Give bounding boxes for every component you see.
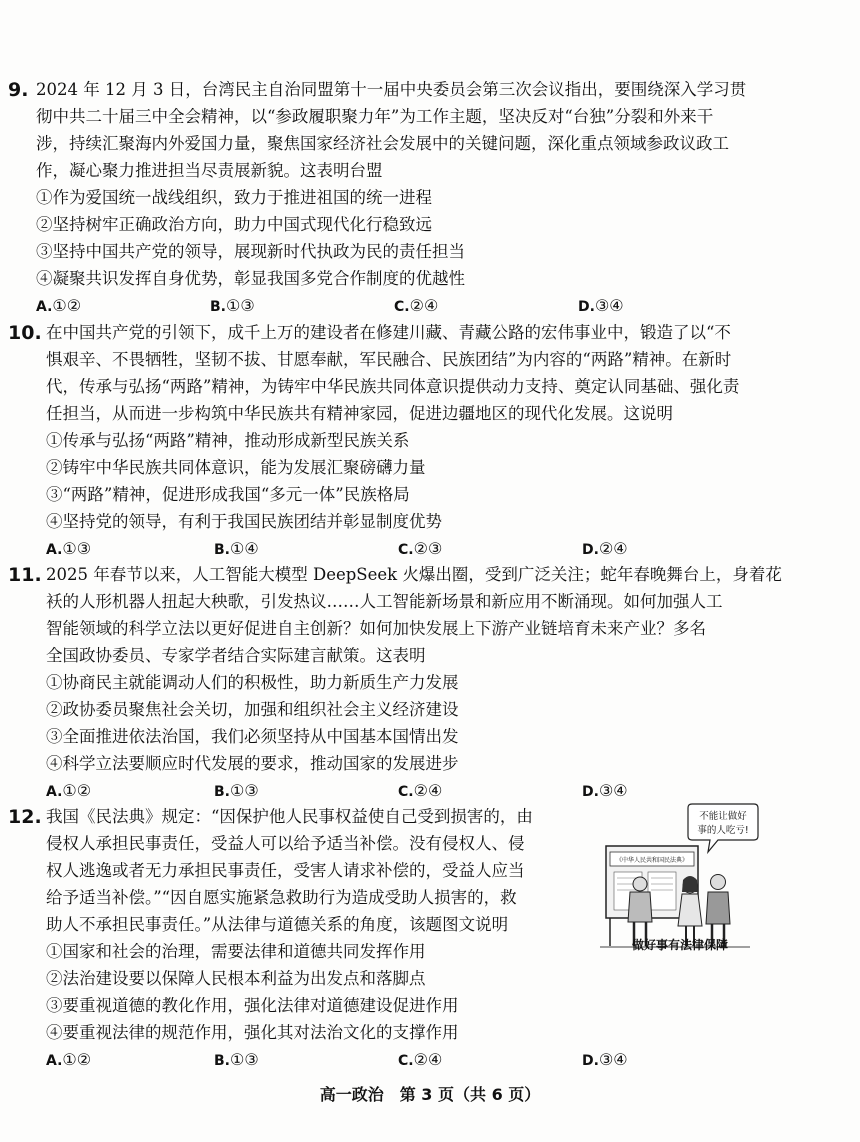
answer-choice-a[interactable]: A.①③ bbox=[46, 539, 92, 558]
statement-option: ④凝聚共识发挥自身优势，彰显我国多党合作制度的优越性 bbox=[36, 269, 465, 288]
statement-option: ③坚持中国共产党的领导，展现新时代执政为民的责任担当 bbox=[36, 242, 465, 261]
question-number: 9. bbox=[8, 79, 29, 101]
question-text-line: 惧艰辛、不畏牺牲，坚韧不拔、甘愿奉献，军民融合、民族团结”为内容的“两路”精神。在新时 bbox=[46, 350, 732, 369]
statement-option: ③“两路”精神，促进形成我国“多元一体”民族格局 bbox=[46, 485, 410, 504]
question-text-line: 任担当，从而进一步构筑中华民族共有精神家园，促进边疆地区的现代化发展。这说明 bbox=[46, 404, 673, 423]
question-text-line: 作，凝心聚力推进担当尽责展新貌。这表明台盟 bbox=[36, 161, 383, 180]
question-text-line: 助人不承担民事责任。”从法律与道德关系的角度，该题图文说明 bbox=[46, 915, 509, 934]
statement-option: ②铸牢中华民族共同体意识，能为发展汇聚磅礴力量 bbox=[46, 458, 426, 477]
question-text-line: 在中国共产党的引领下，成千上万的建设者在修建川藏、青藏公路的宏伟事业中，锻造了以“不 bbox=[46, 323, 731, 342]
question-text-line: 智能领域的科学立法以更好促进自主创新？如何加快发展上下游产业链培育未来产业？多名 bbox=[46, 619, 706, 638]
cartoon-caption: 做好事有法律保障 bbox=[631, 938, 728, 952]
statement-option: ②政协委员聚焦社会关切，加强和组织社会主义经济建设 bbox=[46, 700, 459, 719]
question-text-line: 我国《民法典》规定：“因保护他人民事权益使自己受到损害的，由 bbox=[46, 807, 533, 826]
question-text-line: 2024 年 12 月 3 日，台湾民主自治同盟第十一届中央委员会第三次会议指出，要围绕深入学习贯 bbox=[36, 80, 747, 99]
statement-option: ④要重视法律的规范作用，强化其对法治文化的支撑作用 bbox=[46, 1023, 459, 1042]
question-text-line: 侵权人承担民事责任，受益人可以给予适当补偿。没有侵权人、侵 bbox=[46, 834, 525, 853]
answer-choice-b[interactable]: B.①③ bbox=[214, 1050, 259, 1069]
statement-option: ④科学立法要顺应时代发展的要求，推动国家的发展进步 bbox=[46, 754, 459, 773]
answer-choice-a[interactable]: A.①② bbox=[46, 1050, 92, 1069]
answer-choice-a[interactable]: A.①② bbox=[46, 781, 92, 800]
question-text-line: 给予适当补偿。”“因自愿实施紧急救助行为造成受助人损害的，救 bbox=[46, 888, 517, 907]
question-text-line: 袄的人形机器人扭起大秧歌，引发热议……人工智能新场景和新应用不断涌现。如何加强人工 bbox=[46, 592, 723, 611]
answer-choice-c[interactable]: C.②③ bbox=[398, 539, 443, 558]
question-number: 10. bbox=[8, 322, 42, 344]
board-title: 《中华人民共和国民法典》 bbox=[615, 857, 689, 864]
answer-choice-b[interactable]: B.①④ bbox=[214, 539, 259, 558]
question-text-line: 彻中共二十届三中全会精神，以“参政履职聚力年”为工作主题，坚决反对“台独”分裂和外来干 bbox=[36, 107, 714, 126]
statement-option: ①协商民主就能调动人们的积极性，助力新质生产力发展 bbox=[46, 673, 459, 692]
statement-option: ①传承与弘扬“两路”精神，推动形成新型民族关系 bbox=[46, 431, 410, 450]
question-text-line: 2025 年春节以来，人工智能大模型 DeepSeek 火爆出圈，受到广泛关注；蛇年春晚舞台上，身着花 bbox=[46, 565, 782, 584]
page-footer: 高一政治 第 3 页（共 6 页） bbox=[319, 1085, 541, 1104]
question-text-line: 全国政协委员、专家学者结合实际建言献策。这表明 bbox=[46, 646, 426, 665]
statement-option: ②法治建设要以保障人民根本利益为出发点和落脚点 bbox=[46, 969, 426, 988]
statement-option: ①作为爱国统一战线组织，致力于推进祖国的统一进程 bbox=[36, 188, 432, 207]
answer-choice-d[interactable]: D.②④ bbox=[582, 539, 628, 558]
answer-choice-d[interactable]: D.③④ bbox=[582, 781, 628, 800]
answer-choice-d[interactable]: D.③④ bbox=[578, 296, 624, 315]
speech-text: 事的人吃亏! bbox=[697, 825, 749, 836]
question-number: 11. bbox=[8, 564, 42, 586]
statement-option: ②坚持树牢正确政治方向，助力中国式现代化行稳致远 bbox=[36, 215, 432, 234]
answer-choice-a[interactable]: A.①② bbox=[36, 296, 82, 315]
question-text-line: 涉，持续汇聚海内外爱国力量，聚焦国家经济社会发展中的关键问题，深化重点领域参政议政工 bbox=[36, 134, 729, 153]
statement-option: ③要重视道德的教化作用，强化法律对道德建设促进作用 bbox=[46, 996, 459, 1015]
statement-option: ③全面推进依法治国，我们必须坚持从中国基本国情出发 bbox=[46, 727, 459, 746]
answer-choice-d[interactable]: D.③④ bbox=[582, 1050, 628, 1069]
question-text-line: 代，传承与弘扬“两路”精神，为铸牢中华民族共同体意识提供动力支持、奠定认同基础、强化责 bbox=[46, 377, 740, 396]
question-text-line: 权人逃逸或者无力承担民事责任，受害人请求补偿的，受益人应当 bbox=[46, 861, 525, 880]
answer-choice-b[interactable]: B.①③ bbox=[214, 781, 259, 800]
answer-choice-b[interactable]: B.①③ bbox=[210, 296, 255, 315]
answer-choice-c[interactable]: C.②④ bbox=[398, 1050, 443, 1069]
statement-option: ①国家和社会的治理，需要法律和道德共同发挥作用 bbox=[46, 942, 426, 961]
cartoon-illustration bbox=[600, 790, 760, 960]
speech-text: 不能让做好 bbox=[699, 811, 747, 822]
question-number: 12. bbox=[8, 806, 42, 828]
statement-option: ④坚持党的领导，有利于我国民族团结并彰显制度优势 bbox=[46, 512, 442, 531]
answer-choice-c[interactable]: C.②④ bbox=[394, 296, 439, 315]
answer-choice-c[interactable]: C.②④ bbox=[398, 781, 443, 800]
